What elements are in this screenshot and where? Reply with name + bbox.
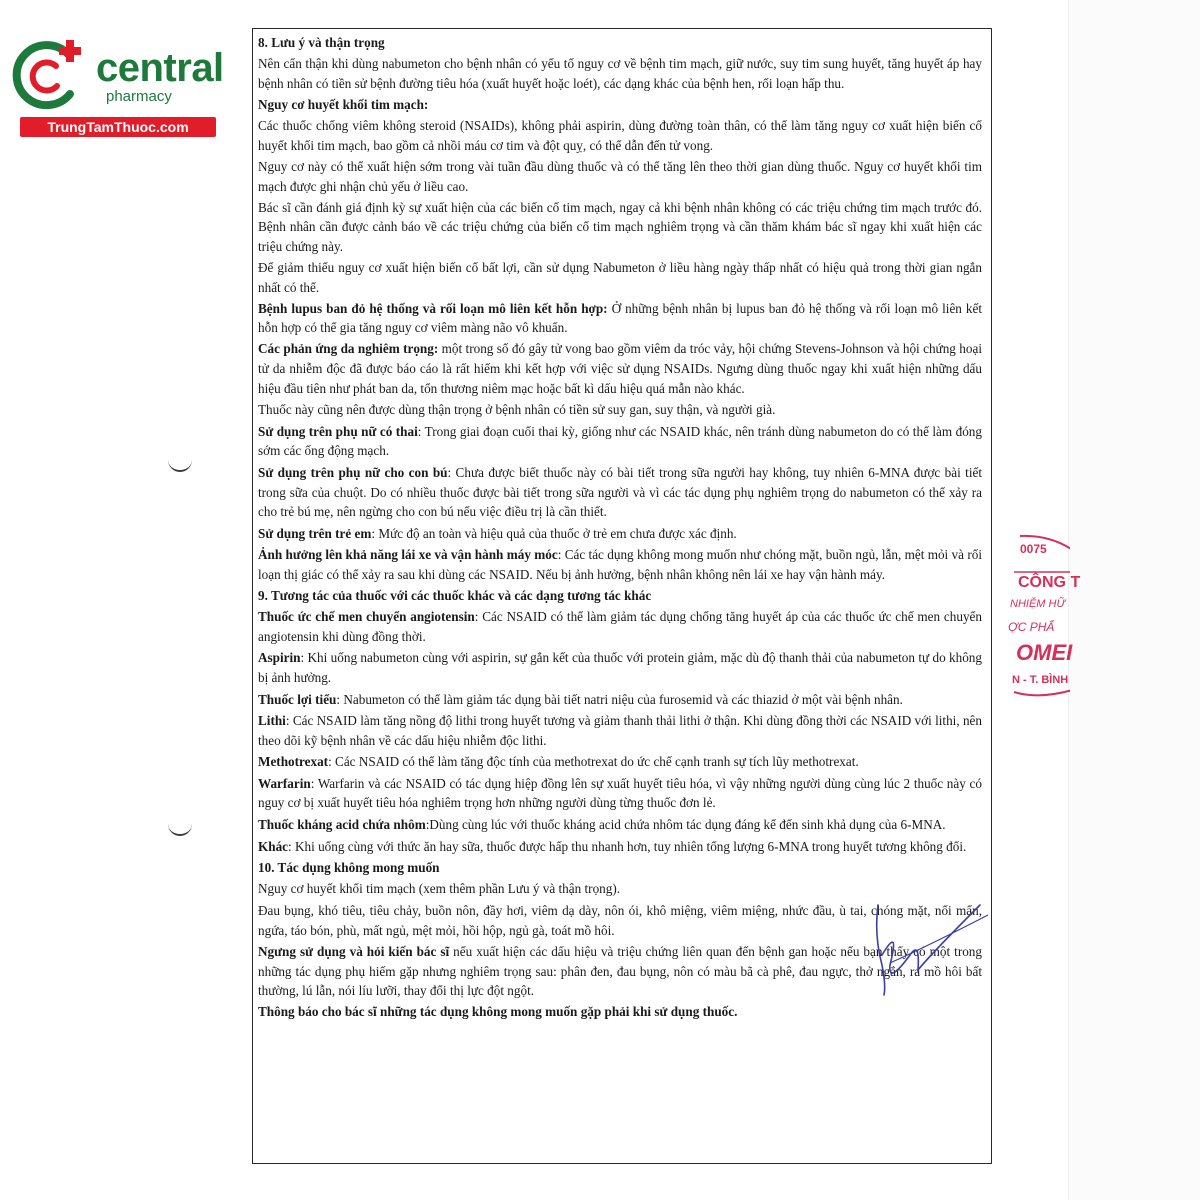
section-9-heading: 9. Tương tác của thuốc với các thuốc khác và các dạng tương tác khác [258, 588, 652, 604]
lithium-text: : Các NSAID làm tăng nồng độ lithi trong huyết tương và giảm thanh thải lithi ở thận. Khi dùng đồng thời các NSAID với lithi, nên theo dõi kỹ bệnh nhân về các dấu hiệu nhiễm độc lithi. [258, 713, 982, 748]
lactation-paragraph [258, 463, 982, 522]
driving-paragraph [258, 545, 982, 584]
lupus-label: Bệnh lupus ban đỏ hệ thống và rối loạn mô liên kết hỗn hợp: [258, 300, 608, 316]
signature-icon [860, 895, 990, 1015]
stamp-line-3: NHIỆM HỮ [1010, 598, 1066, 610]
cardiovascular-p3: Bác sĩ cần đánh giá định kỳ sự xuất hiện của các biến cố tim mạch, ngay cả khi bệnh nhân không có các triệu chứng tim mạch trước đó. Bệnh nhân cần được cảnh báo về các triệu chứng của biến cố tim mạch nghiêm trọng và cần thăm khám bác sĩ ngay khi xuất hiện các triệu chứng này. [258, 199, 982, 254]
adverse-p2: Đau bụng, khó tiêu, tiêu chảy, buồn nôn, đầy hơi, viêm dạ dày, nôn ói, khô miệng, viêm miệng, nhức đầu, ù tai, chóng mặt, nổi mẩn, ngứa, táo bón, phù, mất ngủ, mệt mỏi, hồi hộp, ngủ gà, toát mồ hôi. [258, 902, 982, 938]
cardiovascular-heading: Nguy cơ huyết khối tim mạch: [258, 97, 429, 113]
logo-brand-text: central [96, 46, 224, 90]
lithium-paragraph [258, 711, 982, 750]
skin-reaction-paragraph [258, 339, 982, 398]
pregnancy-paragraph [258, 422, 982, 461]
aspirin-paragraph [258, 648, 982, 687]
pharmacy-logo-icon [10, 36, 96, 116]
lactation-text: : Chưa được biết thuốc này có bài tiết trong sữa người hay không, tuy nhiên 6-MNA được bài tiết trong sữa của chuột. Do có nhiều thuốc được bài tiết trong sữa người và vì các tác dụng phụ nghiêm trọng do nabumeton có thể xảy ra cho trẻ bú mẹ, nên ngừng cho con bú nếu việc điều trị là cần thiết. [258, 464, 983, 520]
lupus-paragraph [258, 299, 982, 338]
section-10-heading: 10. Tác dụng không mong muốn [258, 860, 440, 876]
logo-site-badge[interactable]: TrungTamThuoc.com [20, 117, 216, 137]
hole-punch-top [168, 456, 192, 472]
warfarin-text: : Warfarin và các NSAID có tác dụng hiệp đồng lên sự xuất huyết tiêu hóa, vì vậy những người dùng cùng lúc 2 thuốc này có nguy cơ bị xuất huyết tiêu hóa nghiêm trọng hơn những người dùng từng thuốc đơn lẻ. [258, 775, 982, 811]
stamp-line-6: N - T. BÌNH [1012, 674, 1069, 686]
lactation-label: Sử dụng trên phụ nữ cho con bú [258, 464, 448, 480]
logo-sub-text: pharmacy [106, 88, 172, 105]
section-8-heading: 8. Lưu ý và thận trọng [258, 35, 385, 50]
driving-text: : Các tác dụng không mong muốn như chóng mặt, buồn ngủ, lẫn, mệt mỏi và rối loạn thị giác có thể xảy ra sau khi dùng các NSAID. Nếu bị ảnh hưởng, bệnh nhân không nên lái xe hay vận hành máy. [258, 547, 983, 582]
section-8-intro: Nên cẩn thận khi dùng nabumeton cho bệnh nhân có yếu tố nguy cơ về bệnh tim mạch, giữ nước, suy tim sung huyết, tăng huyết áp hay bệnh nhân có tiền sử bệnh đường tiêu hóa (xuất huyết hoặc loét), các dạng khác của bệnh hen, rối loạn hấp thu. [258, 56, 982, 91]
driving-label: Ảnh hưởng lên khả năng lái xe và vận hành máy móc [258, 547, 558, 563]
company-stamp [1006, 532, 1081, 702]
children-text: : Mức độ an toàn và hiệu quả của thuốc ở trẻ em chưa được xác định. [371, 525, 737, 541]
paper-edge [1068, 0, 1200, 1200]
central-pharmacy-logo[interactable] [10, 36, 224, 136]
stamp-line-2: CÔNG T [1018, 574, 1081, 591]
ace-inhibitor-label: Thuốc ức chế men chuyển angiotensin [258, 609, 475, 625]
notice-paragraph: Thông báo cho bác sĩ những tác dụng không mong muốn gặp phải khi sử dụng thuốc. [258, 1004, 738, 1020]
pregnancy-label: Sử dụng trên phụ nữ có thai [258, 423, 418, 439]
skin-reaction-text: một trong số đó gây tử vong bao gồm viêm da tróc vảy, hội chứng Stevens-Johnson và hội chứng hoại tử da nhiễm độc đã được báo cáo là rất hiếm khi kết hợp với việc sử dụng NSAIDs. Ngưng dùng thuốc ngay khi xuất hiện những dấu hiệu đầu tiên như phát ban da, tổn thương niêm mạc hoặc bất kì dấu hiệu quá mẫn nào khác. [258, 341, 982, 396]
diuretic-paragraph [258, 690, 982, 710]
children-label: Sử dụng trên trẻ em [258, 525, 372, 541]
caution-paragraph: Thuốc này cũng nên được dùng thận trọng ở bệnh nhân có tiền sử suy gan, suy thận, và người già. [258, 402, 776, 418]
aspirin-label: Aspirin [258, 650, 301, 666]
warfarin-paragraph [258, 774, 982, 813]
ace-inhibitor-text: : Các NSAID có thể làm giảm tác dụng chống tăng huyết áp của các thuốc ức chế men chuyển angiotensin khi dùng đồng thời. [258, 609, 982, 644]
methotrexate-label: Methotrexat [258, 754, 329, 770]
methotrexate-text: : Các NSAID có thể làm tăng độc tính của methotrexat do ức chế cạnh tranh sự tích lũy methotrexat. [328, 754, 859, 770]
stamp-line-5: OMEI [1016, 640, 1073, 665]
skin-reaction-label: Các phản ứng da nghiêm trọng: [258, 341, 439, 357]
document-body [258, 33, 982, 1024]
children-paragraph [258, 524, 982, 544]
other-interaction-paragraph [258, 837, 982, 857]
warfarin-label: Warfarin [258, 775, 311, 791]
diuretic-label: Thuốc lợi tiểu [258, 691, 337, 707]
stop-use-text: nếu xuất hiện các dấu hiệu và triệu chứng liên quan đến bệnh gan hoặc nếu bạn thấy có một trong những tác dụng phụ hiếm gặp nhưng nghiêm trọng sau: phân đen, đau bụng, nôn có màu bã cà phê, đau ngực, thở ngắn, ra mồ hôi bất thường, lú lẫn, nói líu lưỡi, thay đổi thị lực đột ngột. [258, 944, 982, 999]
lupus-text: Ở những bệnh nhân bị lupus ban đỏ hệ thống và rối loạn mô liên kết hỗn hợp có thể gia tăng nguy cơ viêm màng não vô khuẩn. [258, 300, 982, 336]
diuretic-text: : Nabumeton có thể làm giảm tác dụng bài tiết natri niệu của furosemid và các thiazid ở một vài bệnh nhân. [336, 691, 903, 707]
hole-punch-bottom [168, 820, 192, 836]
cardiovascular-p1: Các thuốc chống viêm không steroid (NSAIDs), không phải aspirin, dùng đường toàn thân, có thể làm tăng nguy cơ xuất hiện biến cố huyết khối tim mạch, bao gồm cả nhồi máu cơ tim và đột quỵ, có thể dẫn đến tử vong. [258, 118, 982, 153]
adverse-p1: Nguy cơ huyết khối tim mạch (xem thêm phần Lưu ý và thận trọng). [258, 881, 621, 897]
antacid-text: :Dùng cùng lúc với thuốc kháng acid chứa nhôm tác dụng đáng kể đến sinh khả dụng của 6-MNA. [425, 817, 946, 833]
methotrexate-paragraph [258, 752, 982, 772]
other-interaction-text: : Khi uống cùng với thức ăn hay sữa, thuốc được hấp thu nhanh hơn, tuy nhiên tổng lượng 6-MNA trong huyết tương không đổi. [288, 838, 967, 854]
stop-use-label: Ngưng sử dụng và hỏi kiến bác sĩ [258, 944, 450, 960]
stamp-line-1: 0075 [1020, 542, 1047, 556]
ace-inhibitor-paragraph [258, 607, 982, 646]
aspirin-text: : Khi uống nabumeton cùng với aspirin, sự gắn kết của thuốc với protein giảm, mặc dù độ thanh thải của nabumeton tự do không bị ảnh hưởng. [258, 650, 982, 685]
pregnancy-text: : Trong giai đoạn cuối thai kỳ, giống như các NSAID khác, nên tránh dùng nabumeton do có thể làm đóng sớm các ống động mạch. [258, 423, 982, 459]
cardiovascular-p4: Để giảm thiểu nguy cơ xuất hiện biến cố bất lợi, cần sử dụng Nabumeton ở liều hàng ngày thấp nhất có hiệu quả trong thời gian ngắn nhất có thể. [258, 260, 982, 295]
antacid-paragraph [258, 815, 982, 835]
cardiovascular-p2: Nguy cơ này có thể xuất hiện sớm trong vài tuần đầu dùng thuốc và có thể tăng lên theo thời gian dùng thuốc. Nguy cơ huyết khối tim mạch được ghi nhận chủ yếu ở liều cao. [258, 159, 982, 194]
other-interaction-label: Khác [258, 838, 289, 854]
lithium-label: Lithi [258, 713, 286, 729]
antacid-label: Thuốc kháng acid chứa nhôm [258, 817, 426, 833]
stamp-line-4: ỢC PHẨ [1008, 620, 1055, 634]
